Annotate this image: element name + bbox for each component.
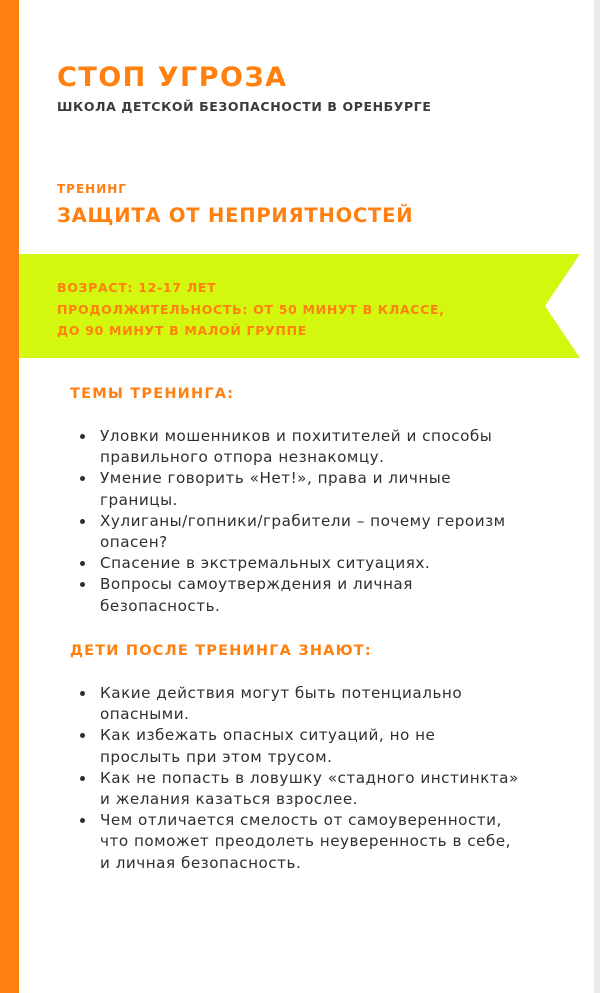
list-item-line: Как не попасть в ловушку «стадного инстинкта» bbox=[100, 768, 519, 787]
list-item bbox=[74, 574, 564, 616]
list-item-line: и желания казаться взрослее. bbox=[100, 790, 359, 809]
list-item bbox=[74, 426, 564, 468]
bullet-icon bbox=[80, 733, 85, 738]
list-item bbox=[74, 511, 564, 553]
training-title: ЗАЩИТА ОТ НЕПРИЯТНОСТЕЙ bbox=[57, 204, 414, 227]
list-item bbox=[74, 553, 564, 574]
list-item-line: опасными. bbox=[100, 705, 190, 724]
list-item bbox=[74, 725, 564, 767]
list-item-line: Хулиганы/гопники/грабители – почему героизм bbox=[100, 511, 506, 530]
list-item-line: правильного отпора незнакомцу. bbox=[100, 448, 385, 467]
bullet-icon bbox=[80, 476, 85, 481]
list-item-line: безопасность. bbox=[100, 596, 221, 615]
info-band bbox=[19, 254, 580, 358]
list-item-line: что поможет преодолеть неуверенность в себе, bbox=[100, 832, 511, 851]
info-lines bbox=[57, 277, 445, 342]
bullet-icon bbox=[80, 434, 85, 439]
training-kicker: ТРЕНИНГ bbox=[57, 182, 127, 196]
list-item bbox=[74, 768, 564, 810]
list-item-line: границы. bbox=[100, 490, 178, 509]
list-item bbox=[74, 468, 564, 510]
bullet-icon bbox=[80, 691, 85, 696]
list-item-line: Вопросы самоутверждения и личная bbox=[100, 575, 413, 594]
list-item bbox=[74, 683, 564, 725]
bullet-icon bbox=[80, 519, 85, 524]
list-item-line: прослыть при этом трусом. bbox=[100, 747, 333, 766]
results-list bbox=[74, 683, 564, 874]
topics-title: ТЕМЫ ТРЕНИНГА: bbox=[70, 386, 235, 402]
list-item-line: Спасение в экстремальных ситуациях. bbox=[100, 554, 431, 573]
right-edge-strip bbox=[594, 0, 600, 993]
list-item-line: Как избежать опасных ситуаций, но не bbox=[100, 726, 436, 745]
list-item-line: опасен? bbox=[100, 533, 168, 552]
info-age: ВОЗРАСТ: 12-17 ЛЕТ bbox=[57, 280, 217, 295]
info-duration-cont: ДО 90 МИНУТ В МАЛОЙ ГРУППЕ bbox=[57, 323, 307, 338]
topics-list bbox=[74, 426, 564, 617]
left-accent-bar bbox=[0, 0, 19, 993]
brand-title: СТОП УГРОЗА bbox=[57, 62, 288, 93]
brand-subtitle: ШКОЛА ДЕТСКОЙ БЕЗОПАСНОСТИ В ОРЕНБУРГЕ bbox=[57, 99, 432, 114]
list-item-line: Чем отличается смелость от самоуверенности, bbox=[100, 811, 502, 830]
bullet-icon bbox=[80, 818, 85, 823]
info-duration: ПРОДОЛЖИТЕЛЬНОСТЬ: ОТ 50 МИНУТ В КЛАССЕ, bbox=[57, 301, 445, 317]
list-item-line: и личная безопасность. bbox=[100, 853, 302, 872]
list-item-line: Уловки мошенников и похитителей и способы bbox=[100, 427, 493, 445]
bullet-icon bbox=[80, 561, 85, 566]
bullet-icon bbox=[80, 582, 85, 587]
results-title: ДЕТИ ПОСЛЕ ТРЕНИНГА ЗНАЮТ: bbox=[70, 643, 372, 659]
bullet-icon bbox=[80, 776, 85, 781]
list-item bbox=[74, 810, 564, 874]
list-item-line: Какие действия могут быть потенциально bbox=[100, 684, 463, 702]
list-item-line: Умение говорить «Нет!», права и личные bbox=[100, 469, 452, 488]
